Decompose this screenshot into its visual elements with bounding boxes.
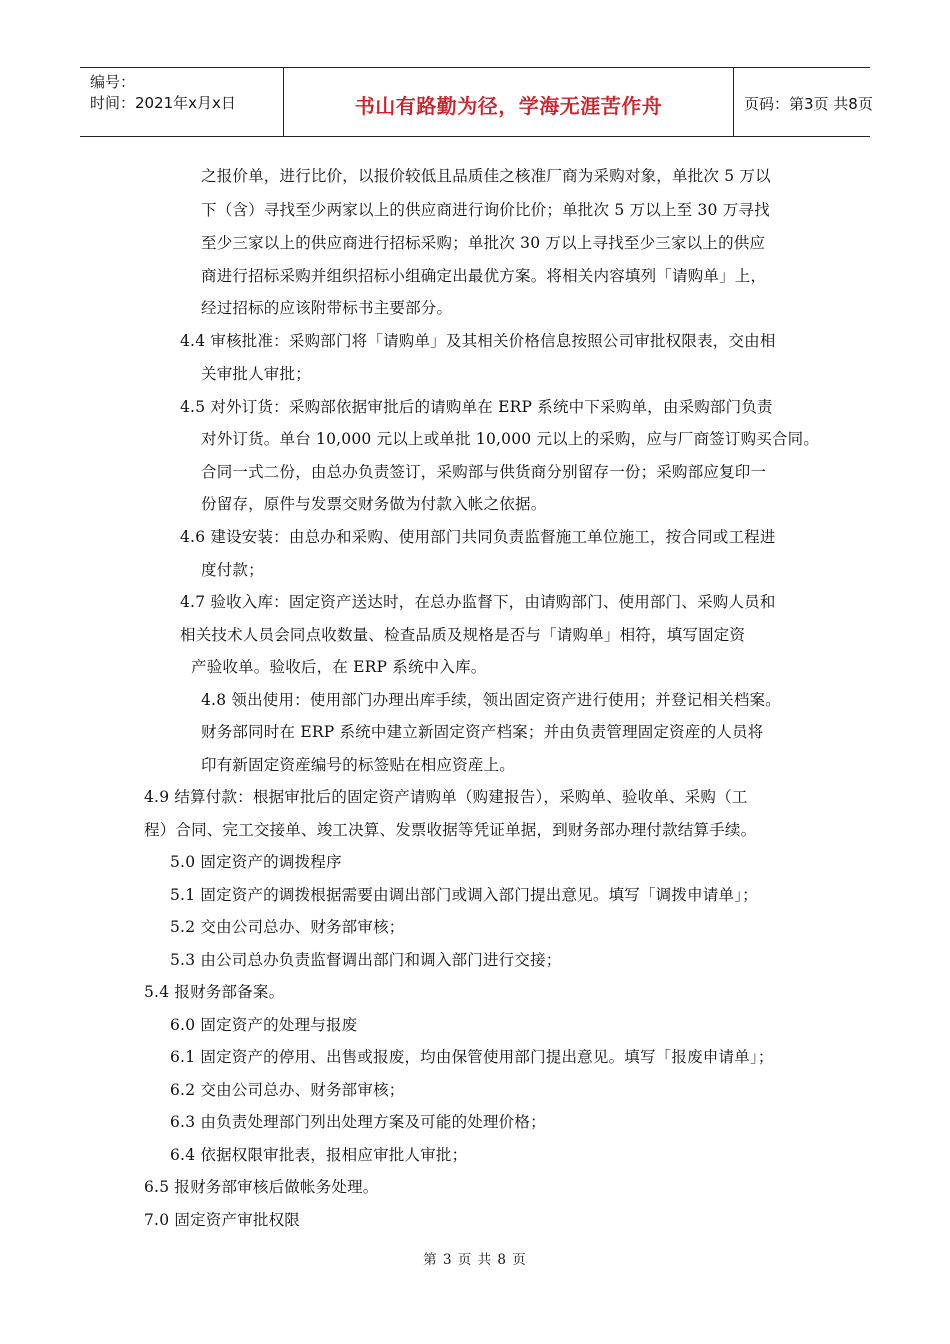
header-center-cell [284,68,734,136]
text-line: 相关技术人员会同点收数量、检查品质及规格是否与「请购单」相符，填写固定资 [180,626,746,644]
text-line: 4.4 审核批准：采购部门将「请购单」及其相关价格信息按照公司审批权限表，交由相 [180,332,776,350]
text-line: 4.6 建设安装：由总办和采购、使用部门共同负责监督施工单位施工，按合同或工程进 [180,528,776,546]
text-line: 6.5 报财务部审核后做帐务处理。 [144,1178,379,1196]
text-line: 商进行招标采购并组织招标小组确定出最优方案。将相关内容填列「请购单」上， [201,267,767,285]
text-line: 6.2 交由公司总办、财务部审核； [170,1081,405,1099]
page-header [80,67,873,137]
text-line: 至少三家以上的供应商进行招标采购；单批次 30 万以上寻找至少三家以上的供应 [201,234,766,252]
text-line: 4.5 对外订货：采购部依据审批后的请购单在 ERP 系统中下采购单，由采购部门负责 [180,398,773,416]
text-line: 印有新固定资産编号的标签贴在相应资産上。 [201,756,516,774]
text-line: 程）合同、完工交接单、竣工决算、发票收据等凭证单据，到财务部办理付款结算手续。 [144,821,757,839]
text-line: 下（含）寻找至少两家以上的供应商进行询价比价；单批次 5 万以上至 30 万寻找 [201,201,770,219]
text-line: 5.1 固定资产的调拨根据需要由调出部门或调入部门提出意见。填写「调拨申请单」； [170,886,758,904]
document-number-label: 编号： [90,73,136,91]
text-line: 度付款； [201,561,264,579]
text-line: 产验收单。验收后，在 ERP 系统中入库。 [191,658,487,676]
text-line: 关审批人审批； [201,365,311,383]
page-footer: 第 3 页 共 8 页 [423,1252,527,1268]
section-heading: 7.0 固定资产审批权限 [144,1211,300,1229]
text-line: 财务部同时在 ERP 系统中建立新固定资产档案；并由负责管理固定资産的人员将 [201,723,764,741]
text-line: 之报价单，进行比价，以报价较低且品质佳之核准厂商为采购对象，单批次 5 万以 [201,167,771,185]
section-heading: 5.0 固定资产的调拨程序 [170,853,342,871]
text-line: 6.3 由负责处理部门列出处理方案及可能的处理价格； [170,1113,546,1131]
document-time-label: 时间：2021年x月x日 [90,94,236,112]
text-line: 6.1 固定资产的停用、出售或报废，均由保管使用部门提出意见。填写「报废申请单」； [170,1048,774,1066]
section-heading: 6.0 固定资产的处理与报废 [170,1016,358,1034]
header-page-number: 页码：第3页 共8页 [744,95,873,113]
text-line: 4.8 领出使用：使用部门办理出库手续，领出固定资产进行使用；并登记相关档案。 [201,691,781,709]
text-line: 对外订货。单台 10,000 元以上或单批 10,000 元以上的采购，应与厂商签订购买合同。 [201,430,820,448]
text-line: 份留存，原件与发票交财务做为付款入帐之依据。 [201,495,547,513]
text-line: 5.2 交由公司总办、财务部审核； [170,918,405,936]
text-line: 4.7 验收入库：固定资产送达时，在总办监督下，由请购部门、使用部门、采购人员和 [180,593,776,611]
header-left-cell [80,68,284,136]
header-right-cell [734,68,873,136]
text-line: 5.3 由公司总办负责监督调出部门和调入部门进行交接； [170,951,562,969]
text-line: 经过招标的应该附带标书主要部分。 [201,299,453,317]
text-line: 6.4 依据权限审批表，报相应审批人审批； [170,1146,468,1164]
text-line: 5.4 报财务部备案。 [144,983,285,1001]
header-motto: 书山有路勤为径，学海无涯苦作舟 [354,94,663,118]
text-line: 4.9 结算付款：根据审批后的固定资产请购单（购建报告），采购单、验收单、采购（工 [144,788,748,806]
text-line: 合同一式二份，由总办负责签订，采购部与供货商分别留存一份；采购部应复印一 [201,463,767,481]
